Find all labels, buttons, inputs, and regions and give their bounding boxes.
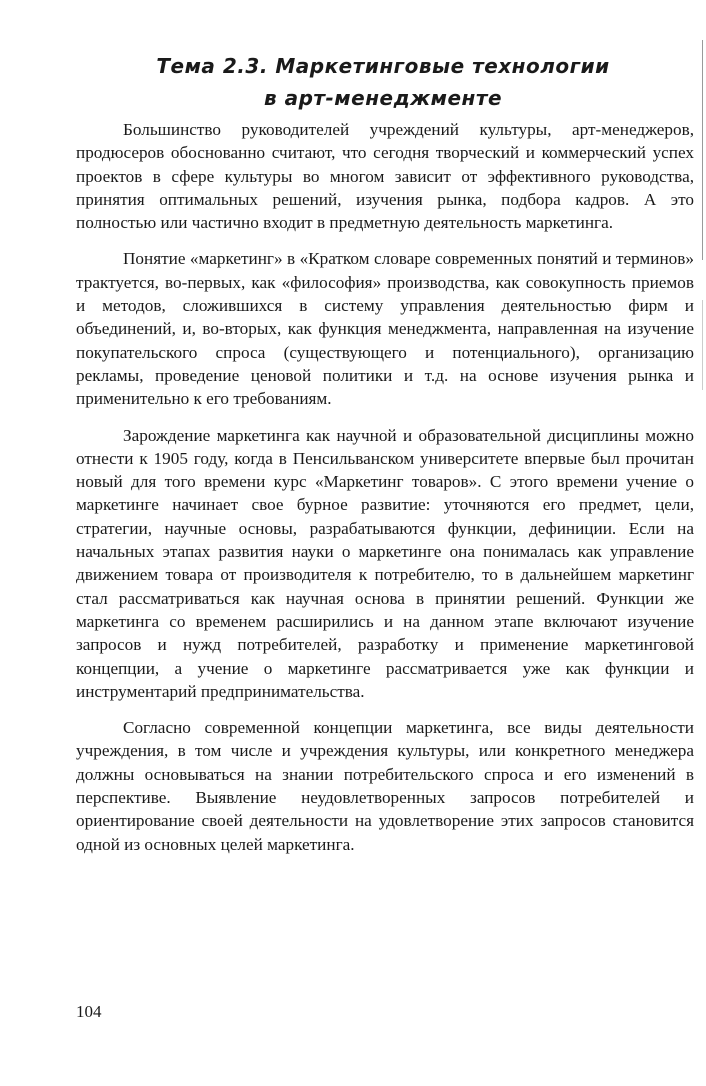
scan-edge-line	[702, 300, 703, 390]
paragraph-1: Большинство руководителей учреждений культуры, арт-менеджеров, продюсеров обоснованно считают, что сегодня творческий и коммерческий успех проектов в сфере культуры во многом зависит от эффективного руководства, принятия оптимальных решений, изучения рынка, подбора кадров. А это полностью или частично входит в предметную деятельность маркетинга.	[76, 120, 694, 233]
paragraph-2: Понятие «маркетинг» в «Кратком словаре современных понятий и терминов» трактуется, во-первых, как «философия» производства, как совокупность приемов и методов, сложившихся в систему управления деятельностью фирм и объединений, и, во-вторых, как функция менеджмента, направленная на изучение покупательского спроса (существующего и потенциального), организацию рекламы, проведение ценовой политики и т.д. на основе изучения рынка и применительно к его требованиям.	[76, 249, 694, 409]
body-text	[76, 118, 694, 869]
section-title	[70, 50, 696, 114]
section-title-line-1: Тема 2.3. Маркетинговые технологии	[156, 54, 610, 78]
paragraph-3: Зарождение маркетинга как научной и образовательной дисциплины можно отнести к 1905 году, когда в Пенсильванском университете впервые был прочитан новый для того времени курс «Маркетинг товаров». С этого времени учение о маркетинге начинает свое бурное развитие: уточняются его предмет, цели, стратегии, научные основы, разрабатываются функции, дефиниции. Если на начальных этапах развития науки о маркетинге она понималась как управление движением товара от производителя к потребителю, то в дальнейшем маркетинг стал рассматриваться как научная основа в принятии решений. Функции же маркетинга со временем расширились и на данном этапе включают изучение запросов и нужд потребителей, разработку и применение маркетинговой концепции, а учение о маркетинге рассматривается уже как функции и инструментарий предпринимательства.	[76, 425, 694, 701]
section-title-line-2: в арт-менеджменте	[263, 86, 503, 110]
scan-edge-line	[702, 40, 703, 260]
page-number: 104	[76, 1002, 102, 1021]
paragraph-4: Согласно современной концепции маркетинга, все виды деятельности учреждения, в том числе и учреждения культуры, или конкретного менеджера должны основываться на знании потребительского спроса и его изменений в перспективе. Выявление неудовлетворенных запросов потребителей и ориентирование своей деятельности на удовлетворение этих запросов становится одной из основных целей маркетинга.	[76, 718, 694, 854]
